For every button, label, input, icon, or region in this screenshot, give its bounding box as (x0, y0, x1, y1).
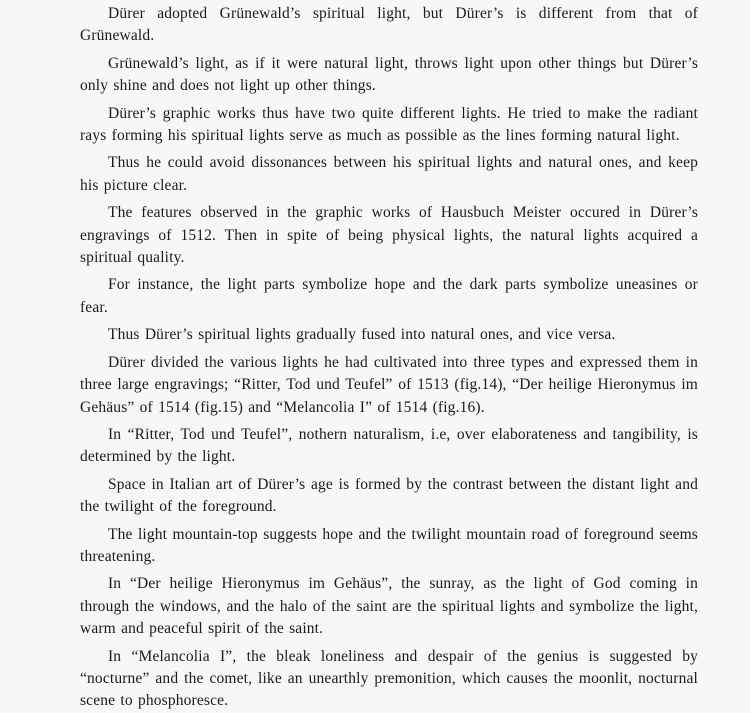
paragraph-5: The features observed in the graphic works of Hausbuch Meister occured in Dürer’s engravings of 1512. Then in spite of being physical lights, the natural lights acquired a spiritual quality. (80, 204, 698, 267)
paragraph-1: Dürer adopted Grünewald’s spiritual light, but Dürer’s is different from that of Grünewald. (80, 5, 698, 45)
paragraph-7: Thus Dürer’s spiritual lights gradually fused into natural ones, and vice versa. (108, 326, 616, 344)
paragraph-11: The light mountain-top suggests hope and the twilight mountain road of foreground seems threatening. (80, 525, 698, 565)
paragraph-2: Grünewald’s light, as if it were natural light, throws light upon other things but Dürer’s only shine and does not light up other things. (80, 54, 698, 95)
paragraph-8: Dürer divided the various lights he had cultivated into three types and expressed them in three large engravings; “Ritter, Tod und Teufel” of 1513 (fig.14), “Der heilige Hieronymus im Gehäus” of 1514 (fig.15) and “Melancolia I” of 1514 (fig.16). (80, 353, 698, 416)
paragraph-13: In “Melancolia I”, the bleak loneliness and despair of the genius is suggested by “nocturne” and the comet, like an unearthly premonition, which causes the moonlit, nocturnal scene to phosphoresce. (80, 647, 698, 710)
paragraph-3: Dürer’s graphic works thus have two quite different lights. He tried to make the radiant rays forming his spiritual lights serve as much as possible as the lines forming natural light. (80, 104, 698, 145)
paragraph-6: For instance, the light parts symbolize hope and the dark parts symbolize uneasines or fear. (80, 276, 698, 316)
paragraph-9: In “Ritter, Tod und Teufel”, nothern naturalism, i.e, over elaborateness and tangibility, is determined by the light. (80, 425, 698, 466)
paragraph-10: Space in Italian art of Dürer’s age is formed by the contrast between the distant light and the twilight of the foreground. (80, 475, 698, 516)
paragraph-12: In “Der heilige Hieronymus im Gehäus”, the sunray, as the light of God coming in through the windows, and the halo of the saint are the spiritual lights and symbolize the light, warm and peaceful spirit of the saint. (80, 575, 698, 638)
paragraph-4: Thus he could avoid dissonances between his spiritual lights and natural ones, and keep his picture clear. (80, 154, 698, 194)
